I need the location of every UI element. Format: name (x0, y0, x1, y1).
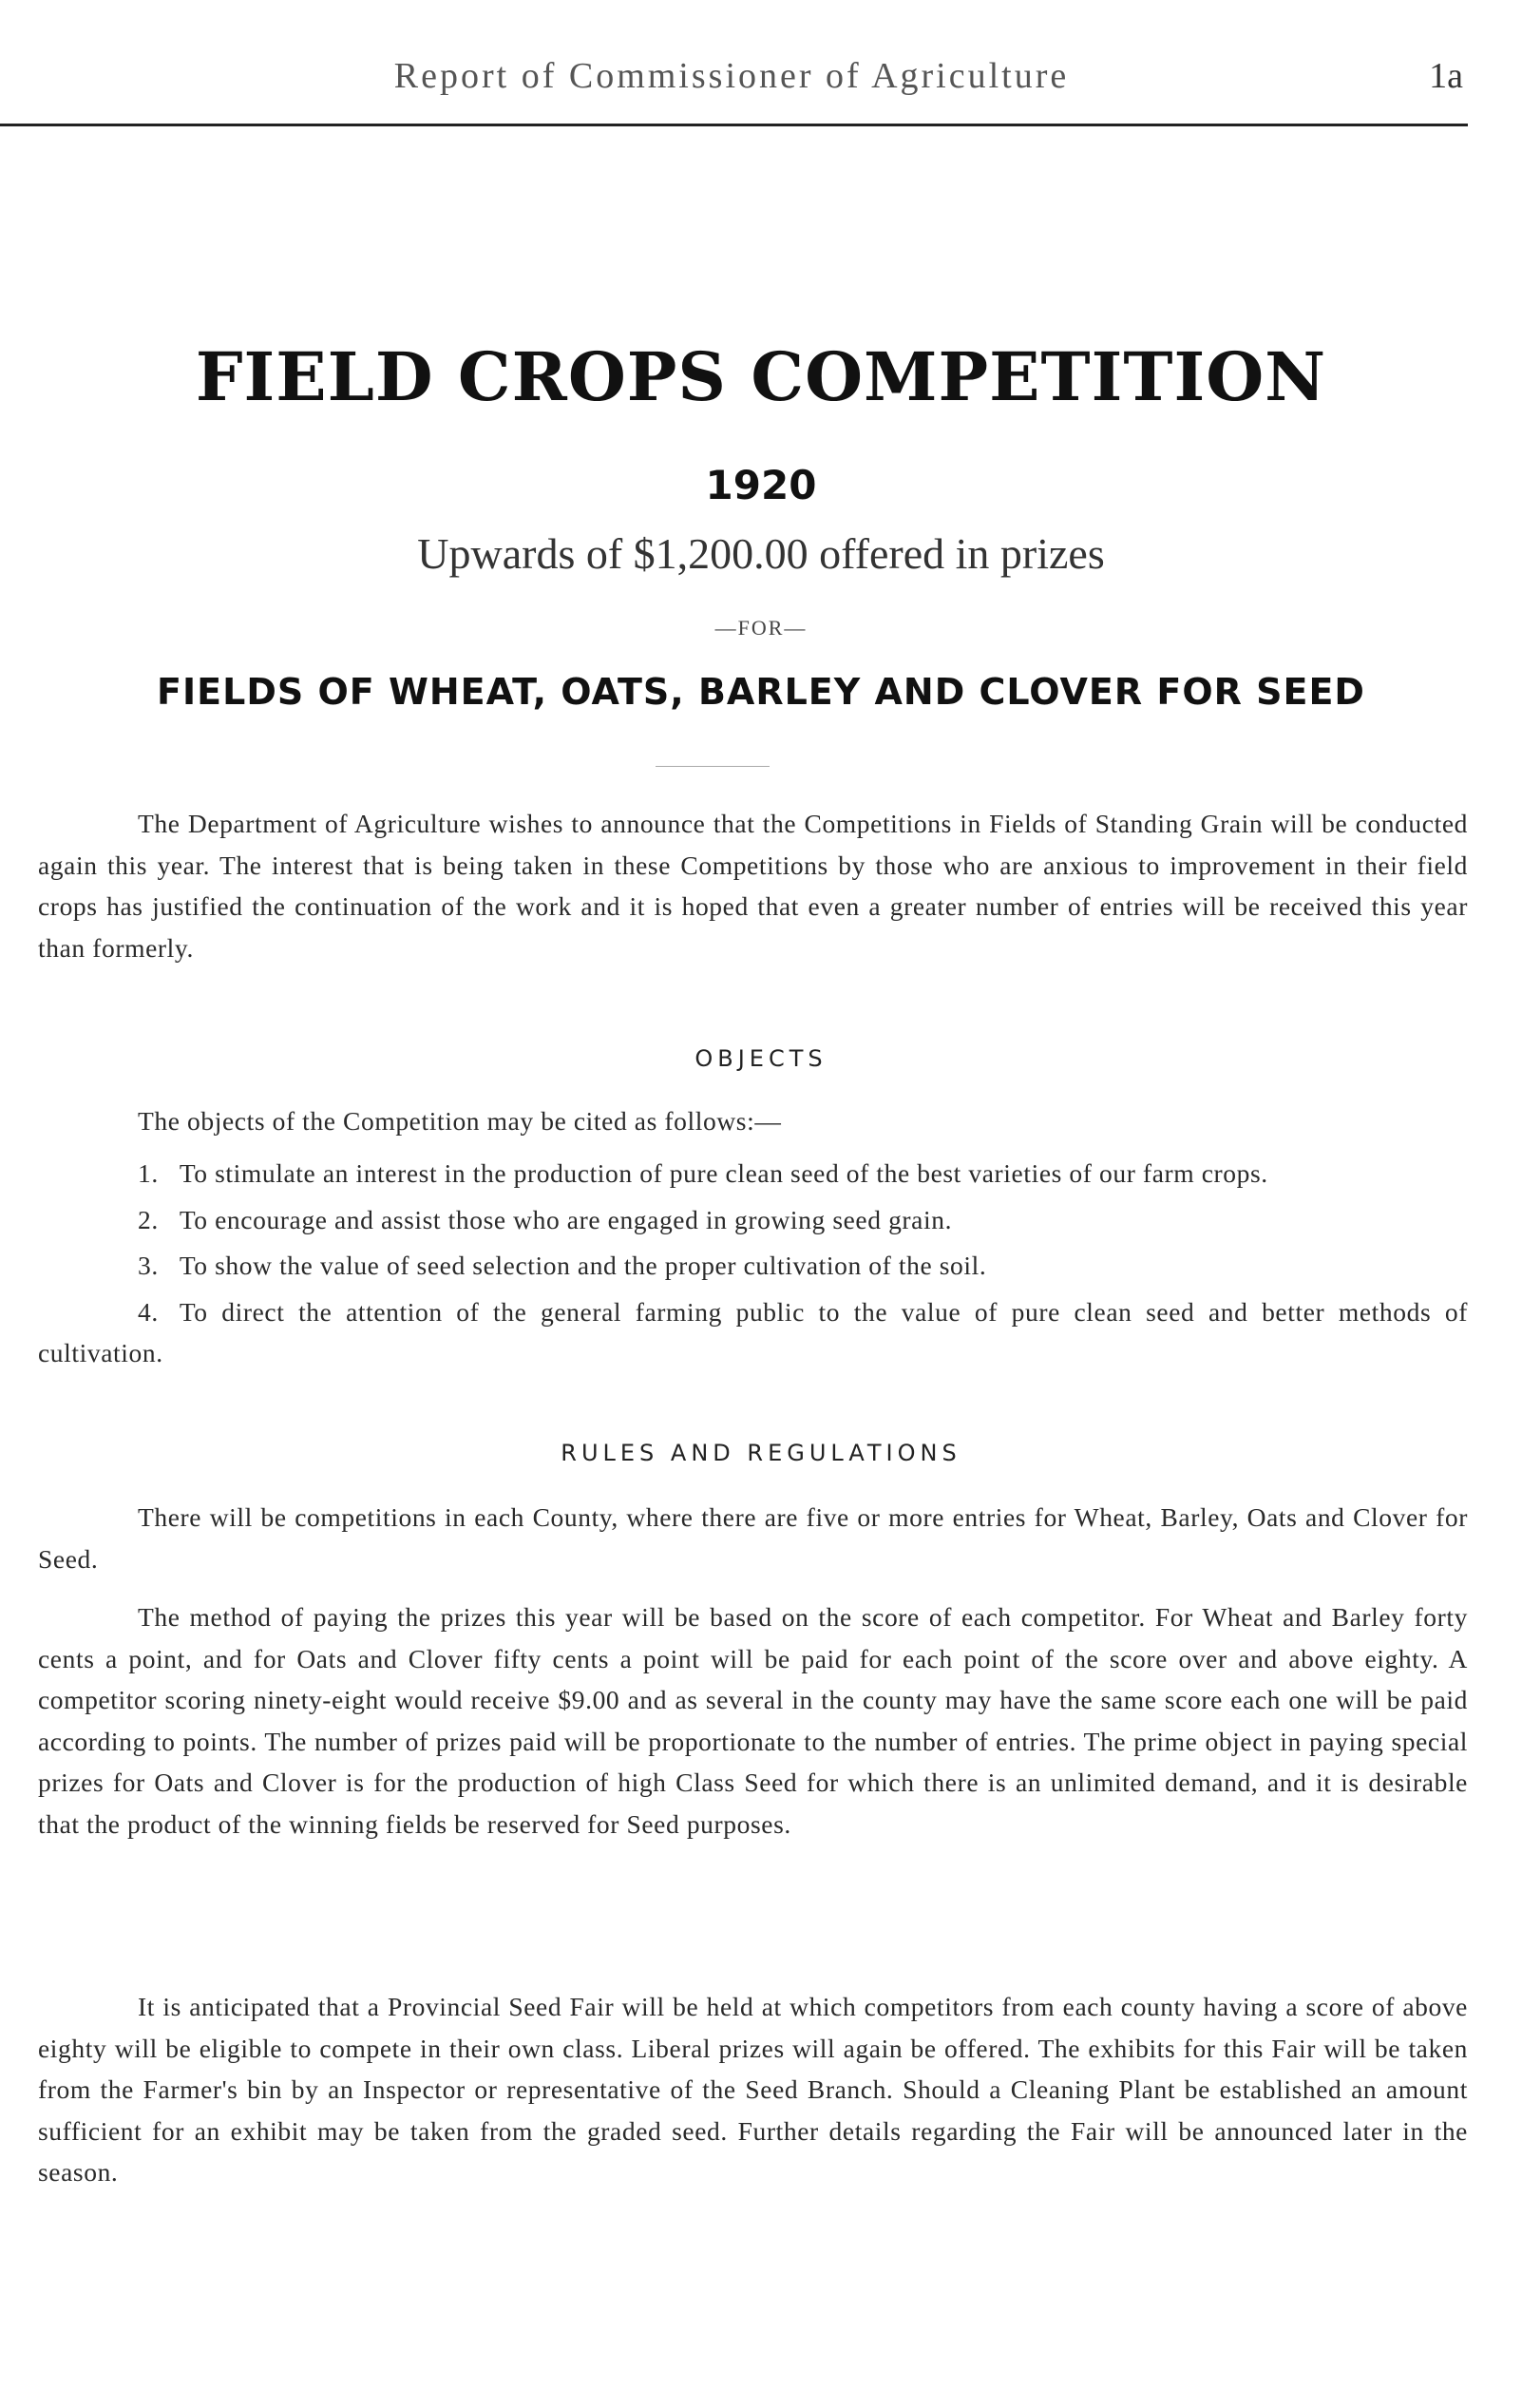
list-item-number: 4. (138, 1296, 159, 1327)
list-item-text: To show the value of seed selection and the proper cultivation of the soil. (179, 1251, 987, 1280)
for-line: —FOR— (714, 616, 808, 640)
running-title: Report of Commissioner of Agriculture (393, 56, 1070, 96)
page-number: 1a (1429, 56, 1463, 96)
list-item-number: 3. (138, 1251, 159, 1280)
fields-heading: FIELDS OF WHEAT, OATS, BARLEY AND CLOVER FOR SEED (157, 671, 1365, 713)
objects-list (38, 1153, 1468, 1379)
rules-paragraph: The method of paying the prizes this year will be based on the score of each competitor. For Wheat and Barley forty cents a point, and for Oats and Clover fifty cents a point will be paid for each point of the score over and above eighty. A competitor scoring ninety-eight would receive $9.00 and as several in the county may have the same score each one will be paid according to points. The number of prizes paid will be proportionate to the number of entries. The prime object in paying special prizes for Oats and Clover is for the production of high Class Seed for which there is an unlimited demand, and it is desirable that the product of the winning fields be reserved for Seed purposes. (38, 1602, 1468, 1839)
list-item (38, 1199, 1468, 1241)
header-rule (0, 124, 1468, 126)
list-item-number: 1. (138, 1158, 159, 1188)
list-item (38, 1291, 1468, 1374)
list-item (38, 1153, 1468, 1194)
rules-paragraph: There will be competitions in each County, where there are five or more entries for Wheat, Barley, Oats and Clover for Seed. (38, 1502, 1468, 1574)
list-item-number: 2. (138, 1204, 159, 1234)
intro-paragraph: The Department of Agriculture wishes to announce that the Competitions in Fields of Standing Grain will be conducted again this year. The interest that is being taken in these Competitions by those who are anxious to improvement in their field crops has justified the continuation of the work and it is hoped that even a greater number of entries will be received this year than formerly. (38, 809, 1468, 963)
objects-heading: OBJECTS (694, 1045, 828, 1072)
list-item-text: To encourage and assist those who are engaged in growing seed grain. (179, 1204, 953, 1234)
running-header (0, 55, 1522, 112)
objects-lead: The objects of the Competition may be cited as follows:— (138, 1106, 782, 1136)
page-title: FIELD CROPS COMPETITION (195, 337, 1327, 416)
list-item (38, 1245, 1468, 1287)
list-item-text: To stimulate an interest in the production of pure clean seed of the best varieties of our farm crops. (179, 1158, 1268, 1188)
title-year: 1920 (705, 462, 817, 508)
list-item-text: To direct the attention of the general farming public to the value of pure clean seed and better methods of cultivation. (38, 1296, 1468, 1367)
rules-paragraph: It is anticipated that a Provincial Seed Fair will be held at which competitors from each county having a score of above eighty will be eligible to compete in their own class. Liberal prizes will again be offered. The exhibits for this Fair will be taken from the Farmer's bin by an Inspector or representative of the Seed Branch. Should a Cleaning Plant be established an amount sufficient for an exhibit may be taken from the graded seed. Further details regarding the Fair will be announced later in the season. (38, 1992, 1468, 2187)
prize-subtitle: Upwards of $1,200.00 offered in prizes (417, 529, 1105, 578)
rules-heading: RULES AND REGULATIONS (561, 1440, 961, 1466)
divider (656, 766, 770, 767)
